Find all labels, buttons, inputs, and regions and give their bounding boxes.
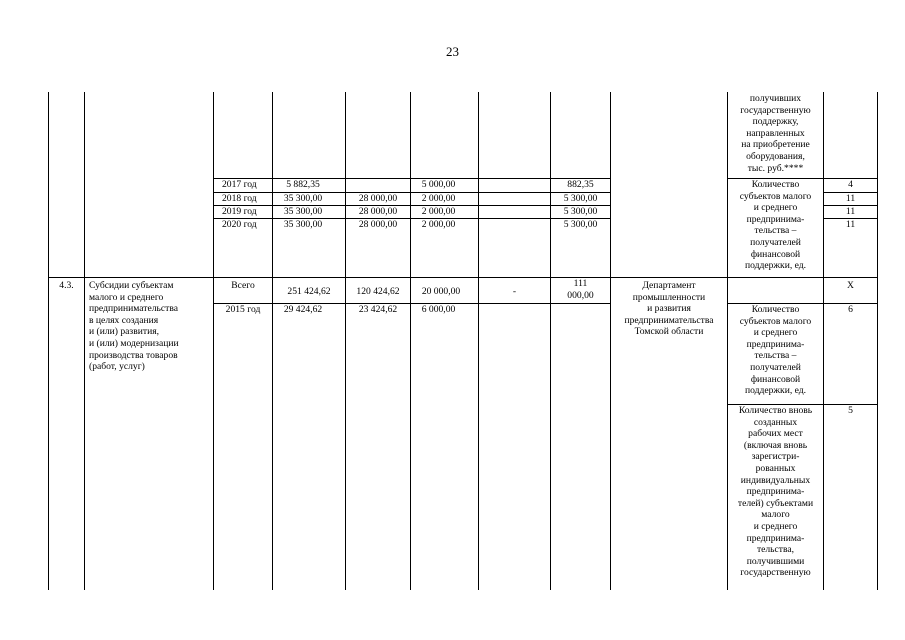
col-line [345, 92, 346, 590]
col-line [610, 92, 611, 590]
col-line [550, 92, 551, 590]
col-line [48, 92, 49, 590]
indicator-value: 4 [848, 179, 853, 190]
total-cell: 35 300,00 [283, 193, 323, 204]
item-number: 4.3. [59, 280, 74, 291]
regional-cell: 2 000,00 [421, 219, 456, 230]
year-cell: 2018 год [222, 193, 257, 204]
col-line [272, 92, 273, 590]
indicator-text: Количество субъектов малого и среднего предпринима- тельства – получателей финансовой поддержки, ед. [739, 179, 812, 272]
extra-cell: 5 300,00 [563, 206, 598, 217]
total-cell: 29 424,62 [283, 304, 323, 315]
year-cell: 2020 год [222, 219, 257, 230]
regional-cell: 2 000,00 [421, 193, 456, 204]
page-number: 23 [446, 44, 459, 59]
col-line [823, 92, 824, 590]
federal-cell: 120 424,62 [356, 286, 400, 297]
col-line [410, 92, 411, 590]
total-cell: 5 882,35 [286, 179, 320, 190]
federal-cell: 28 000,00 [358, 193, 398, 204]
federal-cell: 28 000,00 [358, 219, 398, 230]
row-line [48, 277, 878, 278]
extra-cell: 5 300,00 [563, 219, 598, 230]
col-line [877, 92, 878, 590]
indicator-value: 11 [845, 193, 856, 204]
indicator-value: X [847, 280, 854, 291]
year-cell: 2019 год [222, 206, 257, 217]
indicator-text: Количество субъектов малого и среднего предпринима- тельства – получателей финансовой поддержки, ед. [739, 304, 812, 397]
indicator-value: 11 [845, 206, 856, 217]
indicator-value: 11 [845, 219, 856, 230]
indicator-value: 5 [848, 405, 853, 416]
year-cell: 2017 год [222, 179, 257, 190]
indicator-text: получивших государственную поддержку, направленных на приобретение оборудования, тыс. руб.**** [740, 93, 811, 174]
total-cell: 251 424,62 [287, 286, 331, 297]
col-line [84, 92, 85, 590]
regional-cell: 5 000,00 [421, 179, 456, 190]
regional-cell: 20 000,00 [421, 286, 461, 297]
regional-cell: 6 000,00 [421, 304, 456, 315]
indicator-value: 6 [848, 304, 853, 315]
extra-cell: 882,35 [567, 179, 594, 190]
regional-cell: 2 000,00 [421, 206, 456, 217]
federal-cell: 28 000,00 [358, 206, 398, 217]
indicator-text: Количество вновь созданных рабочих мест (включая вновь зарегистри- рованных индивидуальных предпринима- телей) субъектами малого и среднего предпринима- тельства, получившими государственную [737, 405, 814, 579]
total-cell: 35 300,00 [283, 219, 323, 230]
federal-cell: 23 424,62 [358, 304, 398, 315]
year-cell: Всего [231, 280, 255, 291]
local-cell: - [512, 286, 517, 297]
total-cell: 35 300,00 [283, 206, 323, 217]
col-line [478, 92, 479, 590]
year-cell: 2015 год [225, 304, 261, 315]
item-name: Субсидии субъектам малого и среднего предпринимательства в целях создания и (или) развития, и (или) модернизации производства товаров (работ, услуг) [89, 280, 179, 373]
executor: Департамент промышленности и развития предпринимательства Томской области [624, 280, 714, 338]
extra-cell: 5 300,00 [563, 193, 598, 204]
extra-cell: 111 000,00 [567, 278, 594, 301]
col-line [213, 92, 214, 590]
